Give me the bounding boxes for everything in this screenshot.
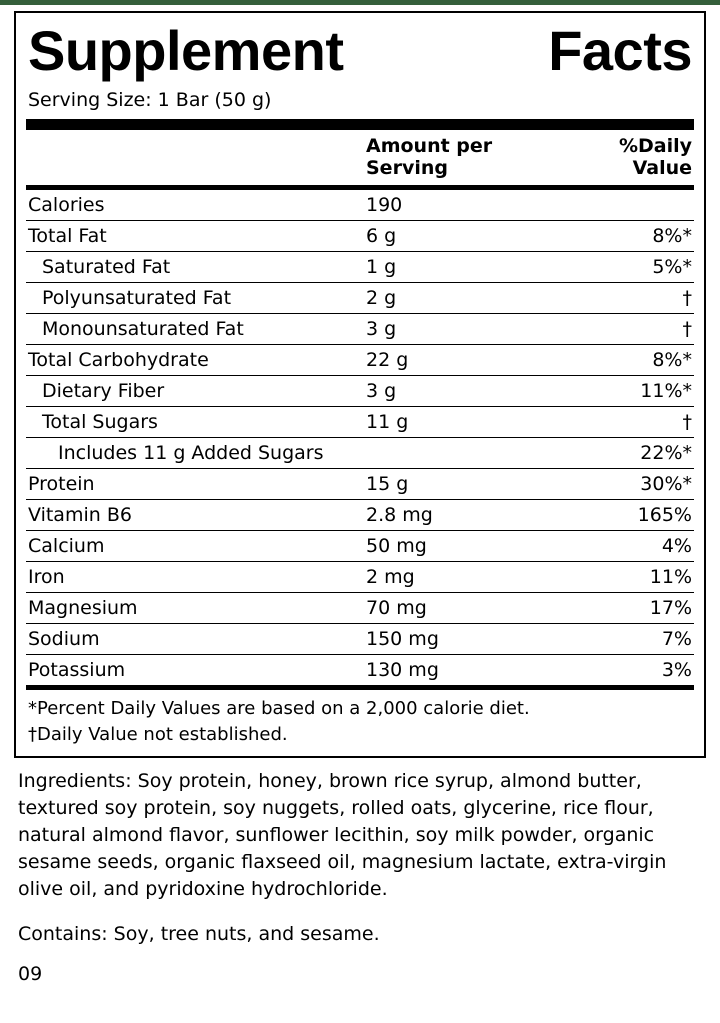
row-daily-value: 22%* <box>554 438 694 469</box>
row-amount <box>360 438 554 469</box>
nutrition-table <box>26 130 694 185</box>
table-row <box>26 438 694 469</box>
row-amount: 130 mg <box>366 659 439 681</box>
row-amount: 6 g <box>360 221 554 252</box>
row-daily-value: 3% <box>661 659 692 681</box>
top-accent-rule <box>0 0 720 5</box>
row-name: Dietary Fiber <box>26 376 360 407</box>
row-name: Calories <box>26 190 360 221</box>
row-amount: 2 mg <box>360 562 554 593</box>
row-daily-value: † <box>554 407 694 438</box>
serving-size: Serving Size: 1 Bar (50 g) <box>28 89 272 111</box>
ingredients-text: Ingredients: Soy protein, honey, brown rice syrup, almond butter, textured soy protein, soy nuggets, rolled oats, glycerine, rice flour, natural almond flavor, sunflower lecithin, soy milk powder, organic sesame seeds, organic flaxseed oil, magnesium lactate, extra-virgin olive oil, and pyridoxine hydrochloride. <box>18 770 667 900</box>
table-row <box>26 221 694 252</box>
row-amount: 3 g <box>360 314 554 345</box>
row-name: Polyunsaturated Fat <box>26 283 360 314</box>
table-header-row <box>26 130 694 185</box>
table-row <box>26 531 694 562</box>
nutrition-rows-table <box>26 190 694 685</box>
row-daily-value: 4% <box>554 531 694 562</box>
row-daily-value: 7% <box>554 624 694 655</box>
row-name: Sodium <box>26 624 360 655</box>
row-name: Magnesium <box>26 593 360 624</box>
row-daily-value: 11% <box>554 562 694 593</box>
footnotes <box>26 690 694 748</box>
row-amount: 190 <box>360 190 554 221</box>
row-name: Total Sugars <box>26 407 360 438</box>
row-daily-value: 11%* <box>554 376 694 407</box>
row-daily-value: 8%* <box>554 345 694 376</box>
table-row <box>26 407 694 438</box>
table-row <box>26 190 694 221</box>
header-daily-value: %Daily Value <box>618 135 692 179</box>
panel-title-supplement: Supplement <box>28 19 344 82</box>
table-row <box>26 655 694 686</box>
nutrition-table-body <box>26 130 694 185</box>
table-row <box>26 376 694 407</box>
footnote-dagger: †Daily Value not established. <box>28 724 288 745</box>
row-name: Includes 11 g Added Sugars <box>26 438 360 469</box>
row-amount: 50 mg <box>360 531 554 562</box>
table-row <box>26 593 694 624</box>
table-row <box>26 469 694 500</box>
table-row <box>26 345 694 376</box>
row-name: Iron <box>26 562 360 593</box>
table-row <box>26 562 694 593</box>
row-amount: 15 g <box>360 469 554 500</box>
row-daily-value: 17% <box>554 593 694 624</box>
row-daily-value: 165% <box>554 500 694 531</box>
supplement-facts-panel <box>14 11 706 758</box>
row-name: Potassium <box>28 659 126 681</box>
row-daily-value: 8%* <box>554 221 694 252</box>
row-daily-value: 30%* <box>554 469 694 500</box>
row-amount: 70 mg <box>360 593 554 624</box>
table-row <box>26 500 694 531</box>
row-amount: 1 g <box>360 252 554 283</box>
table-row <box>26 314 694 345</box>
table-row <box>26 283 694 314</box>
row-amount: 2.8 mg <box>360 500 554 531</box>
row-amount: 22 g <box>360 345 554 376</box>
row-daily-value <box>554 190 694 221</box>
panel-title-facts: Facts <box>548 19 692 82</box>
label-code: 09 <box>18 963 43 985</box>
row-name: Total Fat <box>26 221 360 252</box>
table-row <box>26 624 694 655</box>
header-amount-per-serving: Amount per Serving <box>366 135 493 179</box>
footnote-percent-daily-value: *Percent Daily Values are based on a 2,000 calorie diet. <box>28 698 530 719</box>
row-name: Monounsaturated Fat <box>26 314 360 345</box>
row-name: Calcium <box>26 531 360 562</box>
table-row <box>26 252 694 283</box>
panel-title <box>26 19 694 81</box>
row-name: Saturated Fat <box>26 252 360 283</box>
row-name: Vitamin B6 <box>26 500 360 531</box>
row-name: Protein <box>26 469 360 500</box>
row-daily-value: † <box>554 283 694 314</box>
row-amount: 150 mg <box>360 624 554 655</box>
row-amount: 2 g <box>360 283 554 314</box>
title-divider-thick <box>26 119 694 130</box>
contains-text: Contains: Soy, tree nuts, and sesame. <box>18 923 380 945</box>
row-daily-value: † <box>554 314 694 345</box>
header-blank <box>26 130 360 185</box>
row-amount: 3 g <box>360 376 554 407</box>
nutrition-rows-body <box>26 190 694 685</box>
row-name: Total Carbohydrate <box>26 345 360 376</box>
row-daily-value: 5%* <box>554 252 694 283</box>
row-amount: 11 g <box>360 407 554 438</box>
